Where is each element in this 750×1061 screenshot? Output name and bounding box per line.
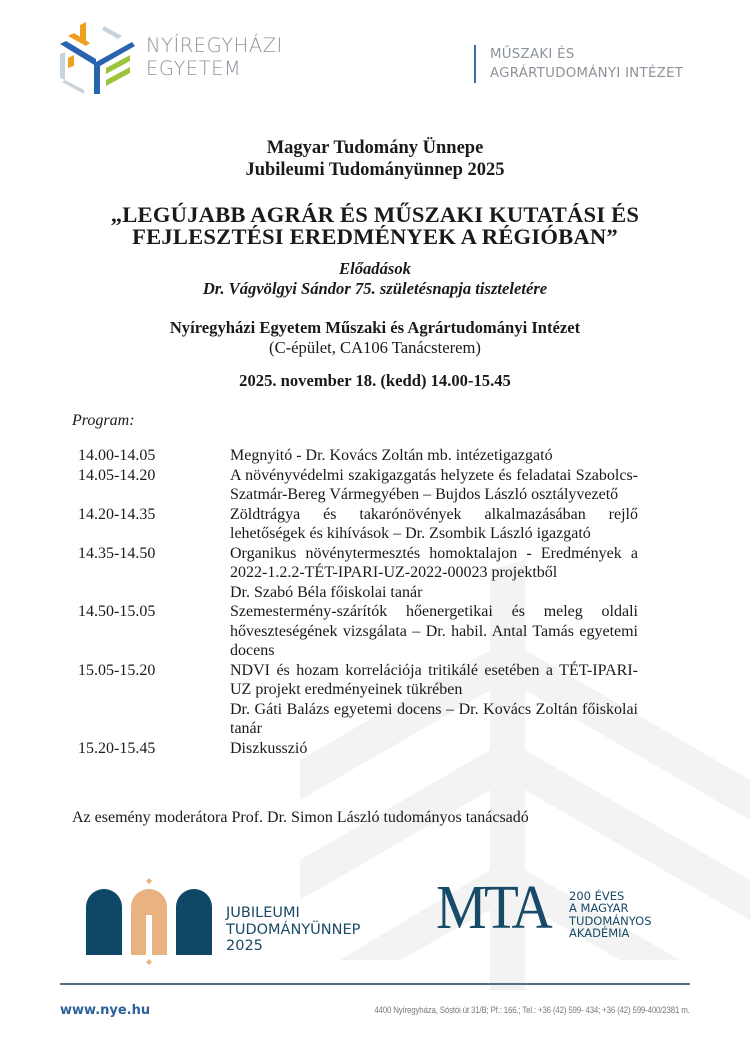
- mta-line2: A MAGYAR: [569, 901, 629, 916]
- program-topic: Diszkusszió: [230, 739, 308, 757]
- date-time: 2025. november 18. (kedd) 14.00-15.45: [239, 371, 511, 390]
- program-topic: A növényvédelmi szakigazgatás helyzete és feladatai Szabolcs-Szatmár-Bereg Vármegyében – Bujdos László osztályvezető: [230, 466, 638, 503]
- program-speakers: Dr. Szabó Béla főiskolai tanár: [230, 583, 423, 601]
- institute-name-line1: MŰSZAKI ÉS: [490, 47, 575, 62]
- program-item: [78, 544, 638, 603]
- event-heading: [0, 137, 750, 181]
- program-item: [78, 505, 638, 544]
- institute-name: [474, 45, 683, 83]
- program-speakers: Dr. Gáti Balázs egyetemi docens – Dr. Kovács Zoltán főiskolai tanár: [230, 700, 638, 737]
- program-description: [230, 544, 638, 603]
- moderator: Az esemény moderátora Prof. Dr. Simon László tudományos tanácsadó: [72, 809, 529, 826]
- program-topic: Zöldtrágya és takarónövények alkalmazásában rejlő lehetőségek és kihívások – Dr. Zsombik László igazgató: [230, 505, 638, 542]
- mta-abbreviation: MTA: [436, 874, 550, 942]
- mta-line4: AKADÉMIA: [569, 925, 630, 940]
- program-list: [78, 446, 638, 758]
- jubilee-line2: TUDOMÁNYÜNNEP: [226, 921, 361, 938]
- jubilee-line1: JUBILEUMI: [226, 905, 300, 921]
- program-item: [78, 466, 638, 505]
- jubilee-arches-icon: [86, 875, 216, 965]
- nye-university-logo-icon: [60, 22, 135, 94]
- jubilee-line3: 2025: [226, 938, 263, 954]
- contact-address: 4400 Nyíregyháza, Sóstói út 31/B; Pf.: 166.; Tel.: +36 (42) 599- 434; +36 (42) 599-400/2381 m.: [374, 1005, 690, 1015]
- program-item: [78, 446, 638, 466]
- event-location: [0, 318, 750, 358]
- program-time: 14.20-14.35: [78, 505, 156, 523]
- dedication: Dr. Vágvölgyi Sándor 75. születésnapja tiszteletére: [202, 279, 548, 298]
- program-item: [78, 661, 638, 739]
- event-subseries: Jubileumi Tudományünnep 2025: [245, 160, 505, 180]
- university-name-line1: NYÍREGYHÁZI: [146, 34, 283, 57]
- institute-name-line2: AGRÁRTUDOMÁNYI INTÉZET: [490, 66, 684, 81]
- program-time: 15.05-15.20: [78, 661, 156, 679]
- program-topic: Organikus növénytermesztés homoktalajon - Eredmények a 2022-1.2.2-TÉT-IPARI-UZ-2022-00023 projektből: [230, 544, 638, 581]
- event-title-line1: „LEGÚJABB AGRÁR ÉS MŰSZAKI KUTATÁSI ÉS: [110, 202, 640, 227]
- lectures-label: Előadások: [339, 259, 411, 278]
- institution: Nyíregyházi Egyetem Műszaki és Agrártudományi Intézet: [169, 318, 581, 337]
- jubilee-text: [226, 905, 360, 955]
- jubilee-logo: [86, 875, 386, 965]
- program-description: [230, 446, 638, 466]
- program-time: 14.00-14.05: [78, 447, 156, 464]
- program-topic: Szemestermény-szárítók hőenergetikai és meleg oldali hőveszteségének vizsgálata – Dr. habil. Antal Tamás egyetemi docens: [230, 603, 638, 659]
- program-description: [230, 466, 638, 505]
- event-title: [0, 204, 750, 248]
- program-time: 14.35-14.50: [78, 544, 156, 562]
- website-link[interactable]: www.nye.hu: [60, 1003, 151, 1018]
- footer-divider: [60, 983, 690, 985]
- mta-text: [569, 890, 652, 939]
- university-name-line2: EGYETEM: [146, 57, 242, 80]
- event-series: Magyar Tudomány Ünnepe: [266, 138, 484, 158]
- program-time: 14.50-15.05: [78, 603, 156, 620]
- program-time: 15.20-15.45: [78, 739, 156, 757]
- program-item: [78, 602, 638, 661]
- program-topic: Megnyitó - Dr. Kovács Zoltán mb. intézetigazgató: [230, 447, 553, 464]
- mta-line3: TUDOMÁNYOS: [569, 913, 652, 928]
- program-topic: NDVI és hozam korrelációja tritikálé esetében a TÉT-IPARI-UZ projekt eredményeinek tükrében: [230, 661, 638, 698]
- program-item: [78, 739, 638, 759]
- university-name: [146, 34, 283, 80]
- event-date: [0, 371, 750, 391]
- program-description: [230, 661, 638, 739]
- program-description: [230, 739, 638, 759]
- event-title-line2: FEJLESZTÉSI EREDMÉNYEK A RÉGIÓBAN”: [132, 224, 618, 249]
- page-header: [0, 0, 750, 110]
- event-subtitle: [0, 259, 750, 299]
- program-description: [230, 505, 638, 544]
- program-description: [230, 602, 638, 661]
- room: (C-épület, CA106 Tanácsterem): [269, 338, 481, 357]
- mta-line1: 200 ÉVES: [569, 889, 625, 903]
- program-label: Program:: [72, 412, 135, 429]
- program-time: 14.05-14.20: [78, 466, 156, 484]
